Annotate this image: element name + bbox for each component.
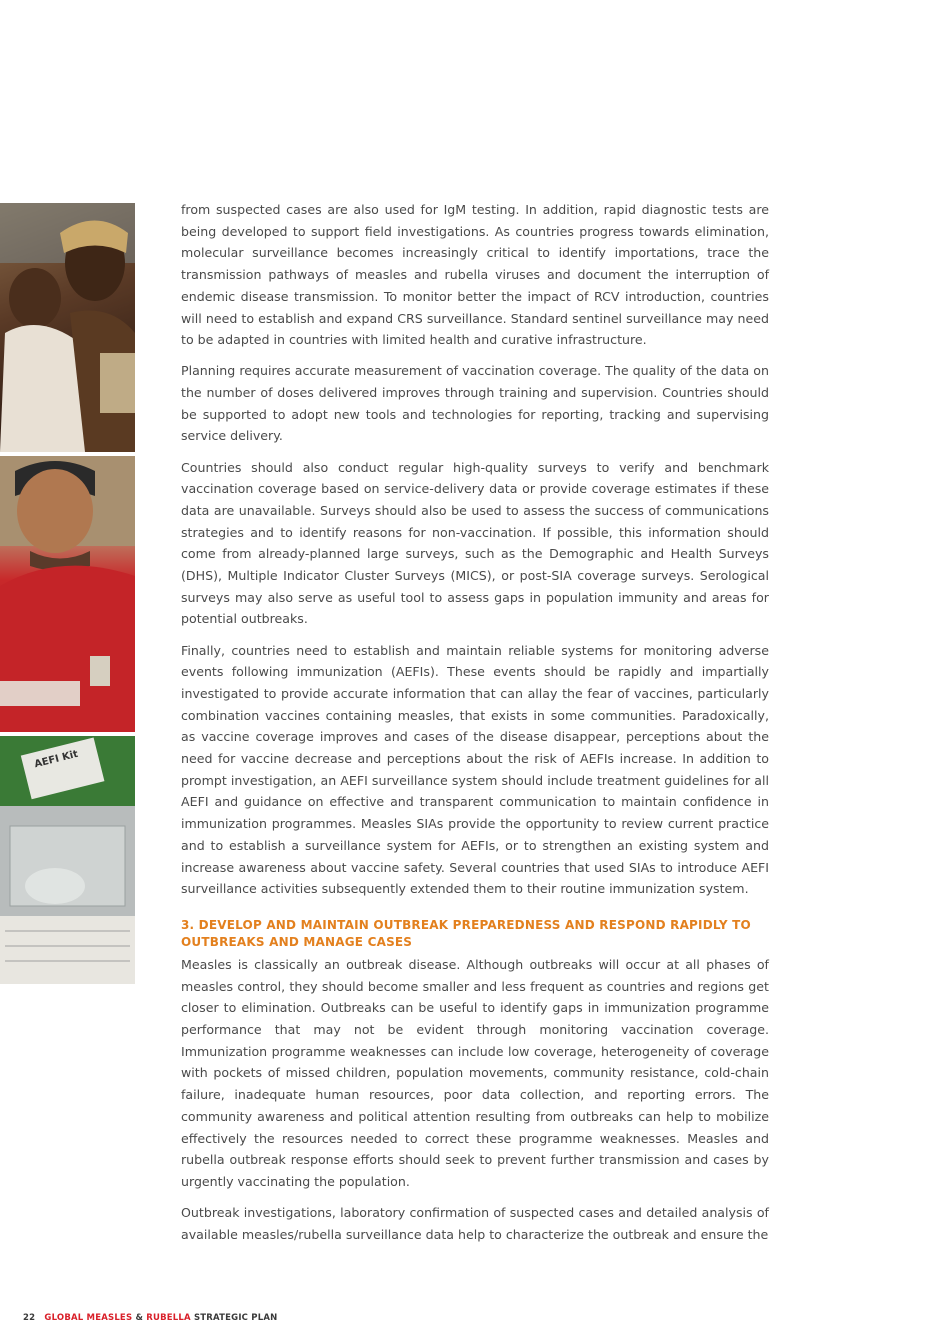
footer-title-rubella: RUBELLA [146, 1313, 191, 1323]
section-paragraph-2: Outbreak investigations, laboratory confirmation of suspected cases and detailed analysis of available measles/rubella surveillance data help to characterize the outbreak and ensure the [181, 1205, 769, 1242]
photo-man-reading-art [0, 456, 135, 732]
photo-mother-and-child-art [0, 203, 135, 452]
section-heading: 3. DEVELOP AND MAINTAIN OUTBREAK PREPAREDNESS AND RESPOND RAPIDLY TO OUTBREAKS AND MANAGE CASES [181, 917, 751, 949]
paragraph-2: Planning requires accurate measurement of vaccination coverage. The quality of the data on the number of doses delivered improves through training and supervision. Countries should be supported to adopt new tools and technologies for reporting, tracking and supervising service delivery. [181, 363, 769, 444]
section-paragraph-1: Measles is classically an outbreak disease. Although outbreaks will occur at all phases of measles control, they should become smaller and less frequent as countries and regions get closer to elimination. Outbreaks can be useful to identify gaps in immunization programme performance that may not be evident through monitoring vaccination coverage. Immunization programme weaknesses can include low coverage, heterogeneity of coverage with pockets of missed children, population movements, community resistance, cold-chain failure, inadequate human resources, poor data collection, and reporting errors. The community awareness and political attention resulting from outbreaks can help to mobilize effectively the resources needed to correct these programme weaknesses. Measles and rubella outbreak response efforts should seek to prevent further transmission and cases by urgently vaccinating the population. [181, 956, 769, 1189]
paragraph-4: Finally, countries need to establish and maintain reliable systems for monitoring adverse events following immunization (AEFIs). These events should be rapidly and impartially investigated to provide accurate information that can allay the fear of vaccines, particularly combination vaccines containing measles, that exists in some communities. Paradoxically, as vaccine coverage improves and cases of the disease disappear, perceptions about the need for vaccine decrease and perceptions about the risk of AEFIs increase. In addition to prompt investigation, an AEFI surveillance system should include treatment guidelines for all AEFI and guidance on effective and transparent communication to maintain confidence in immunization programmes. Measles SIAs provide the opportunity to review current practice and to establish a surveillance system for AEFIs, or to strengthen an existing system and increase awareness about vaccine safety. Several countries that used SIAs to introduce AEFI surveillance activities subsequently extended them to their routine immunization system. [181, 642, 769, 897]
page-footer [23, 1313, 277, 1323]
footer-ampersand: & [135, 1313, 144, 1323]
aefi-kit-label: AEFI Kit [33, 748, 80, 771]
paragraph-3: Countries should also conduct regular high-quality surveys to verify and benchmark vaccination coverage based on service-delivery data or provide coverage estimates if these data are unavailable. Surveys should also be used to assess the success of communications strategies and to identify reasons for non-vaccination. If possible, this information should come from already-planned large surveys, such as the Demographic and Health Surveys (DHS), Multiple Indicator Cluster Surveys (MICS), or post-SIA coverage surveys. Serological surveys may also serve as useful tool to assess gaps in population immunity and areas for potential outbreaks. [181, 459, 769, 627]
page-number: 22 [23, 1313, 36, 1323]
footer-title-measles: GLOBAL MEASLES [44, 1313, 133, 1323]
footer-title-plan: STRATEGIC PLAN [193, 1313, 278, 1323]
photo-aefi-kit-art [0, 736, 135, 984]
photo-mother-and-child [0, 203, 135, 452]
paragraph-1: from suspected cases are also used for IgM testing. In addition, rapid diagnostic tests are being developed to support field investigations. As countries progress towards elimination, molecular surveillance becomes increasingly critical to identify importations, trace the transmission pathways of measles and rubella viruses and document the interruption of endemic disease transmission. To monitor better the impact of RCV introduction, countries will need to establish and expand CRS surveillance. Standard sentinel surveillance may need to be adapted in countries with limited health and curative infrastructure. [181, 202, 769, 348]
photo-aefi-kit [0, 736, 135, 984]
main-content [181, 199, 769, 1255]
photo-man-reading [0, 456, 135, 732]
